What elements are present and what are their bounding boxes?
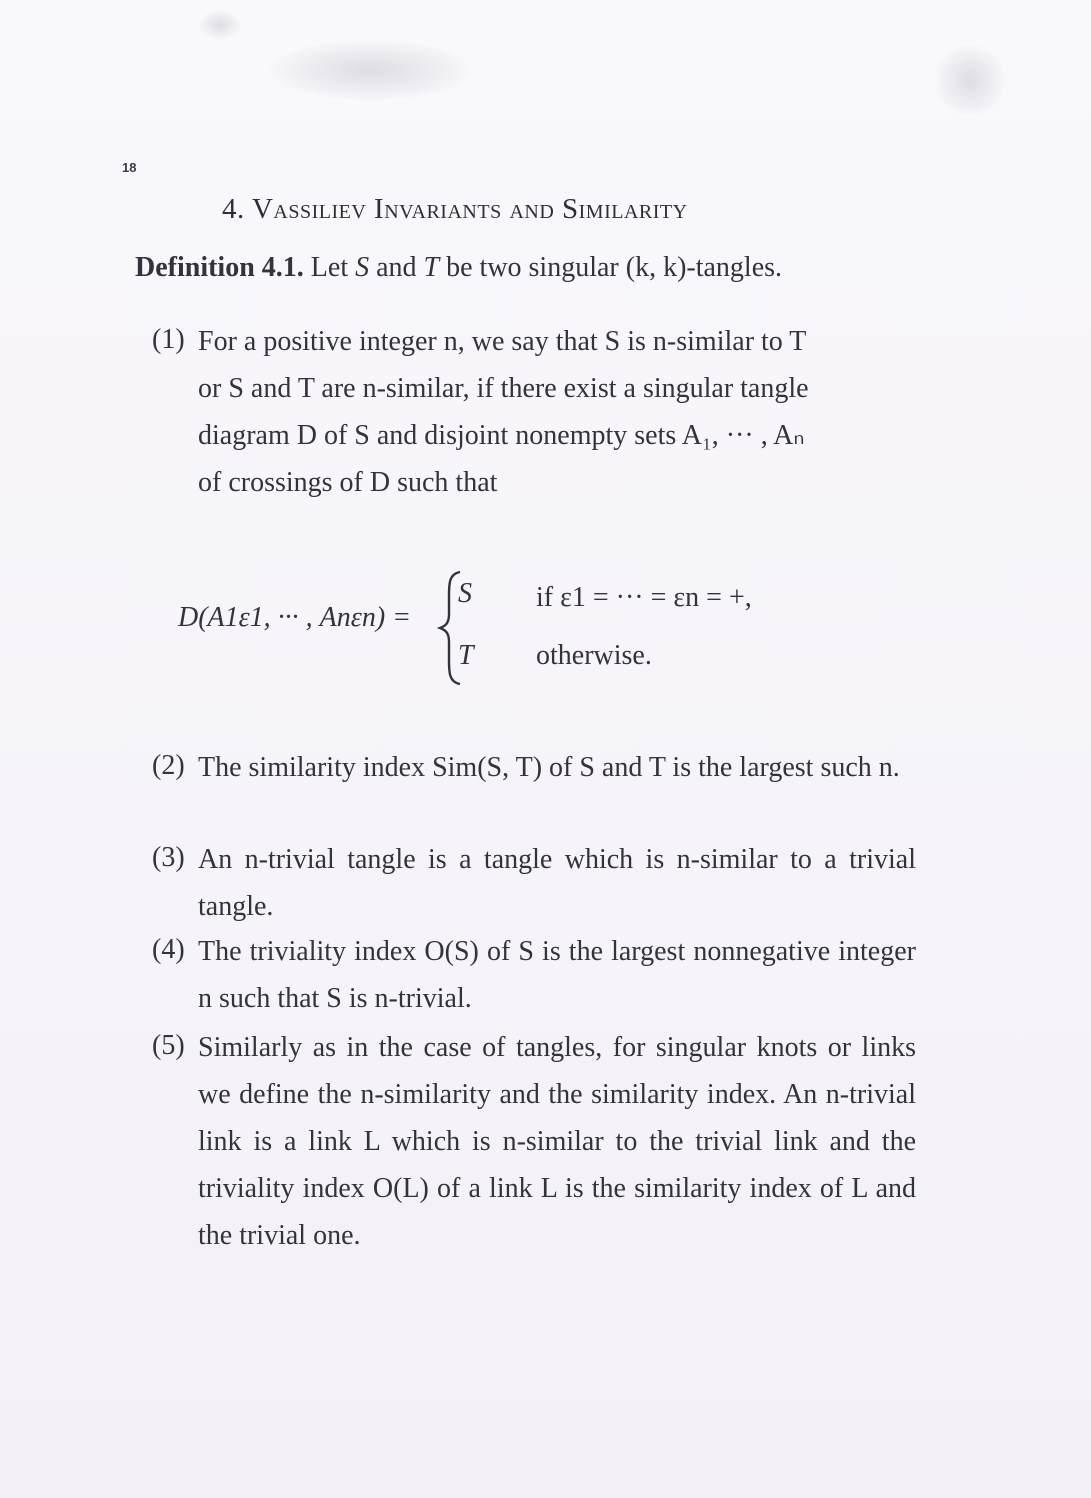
item-4-text: The triviality index O(S) of S is the largest nonnegative integer n such that S is n-trivial. <box>198 936 916 1014</box>
definition-symbol-t: T <box>423 252 440 283</box>
case-1-condition: if ε1 = ··· = εn = +, <box>536 582 752 613</box>
scan-smudge-left <box>200 10 240 40</box>
case-1-value: S <box>458 578 472 609</box>
definition-intro-post: be two singular (k, k)-tangles. <box>439 252 783 283</box>
section-title: 4. Vassiliev Invariants and Similarity <box>222 193 688 225</box>
case-2-value: T <box>458 640 474 671</box>
item-2-text: The similarity index Sim(S, T) of S and T is the largest such n. <box>198 752 900 783</box>
item-label-3: (3) <box>152 842 185 873</box>
page-number: 18 <box>122 160 137 175</box>
item-label-1: (1) <box>152 324 185 355</box>
item-1-line-1: For a positive integer n, we say that S is n-similar to T <box>198 326 807 357</box>
scan-smudge-top <box>270 40 470 100</box>
item-label-5: (5) <box>152 1030 185 1061</box>
item-3-text: An n-trivial tangle is a tangle which is n-similar to a trivial tangle. <box>198 844 916 922</box>
item-1-line-3: diagram D of S and disjoint nonempty sets A₁, ··· , Aₙ <box>198 420 805 451</box>
item-label-2: (2) <box>152 750 185 781</box>
item-1-line-2: or S and T are n-similar, if there exist a singular tangle <box>198 373 809 404</box>
item-5-text: Similarly as in the case of tangles, for singular knots or links we define the n-similarity and the similarity index. An n-trivial link is a link L which is n-similar to the trivial link and the triviality index O(L) of a link L is the similarity index of L and the trivial one. <box>198 1032 916 1251</box>
item-1-line-4: of crossings of D such that <box>198 467 498 498</box>
definition-symbol-s: S <box>355 252 370 283</box>
cases-formula <box>178 560 878 690</box>
definition-heading: Definition 4.1. <box>135 252 304 283</box>
definition-paragraph <box>135 244 782 291</box>
definition-and: and <box>369 252 424 283</box>
definition-intro-pre: Let <box>303 252 356 283</box>
item-label-4: (4) <box>152 934 185 965</box>
formula-lhs: D(A1ε1, ··· , Anεn) = <box>178 602 412 633</box>
scan-smudge-right <box>935 45 1005 115</box>
case-2-condition: otherwise. <box>536 640 652 671</box>
